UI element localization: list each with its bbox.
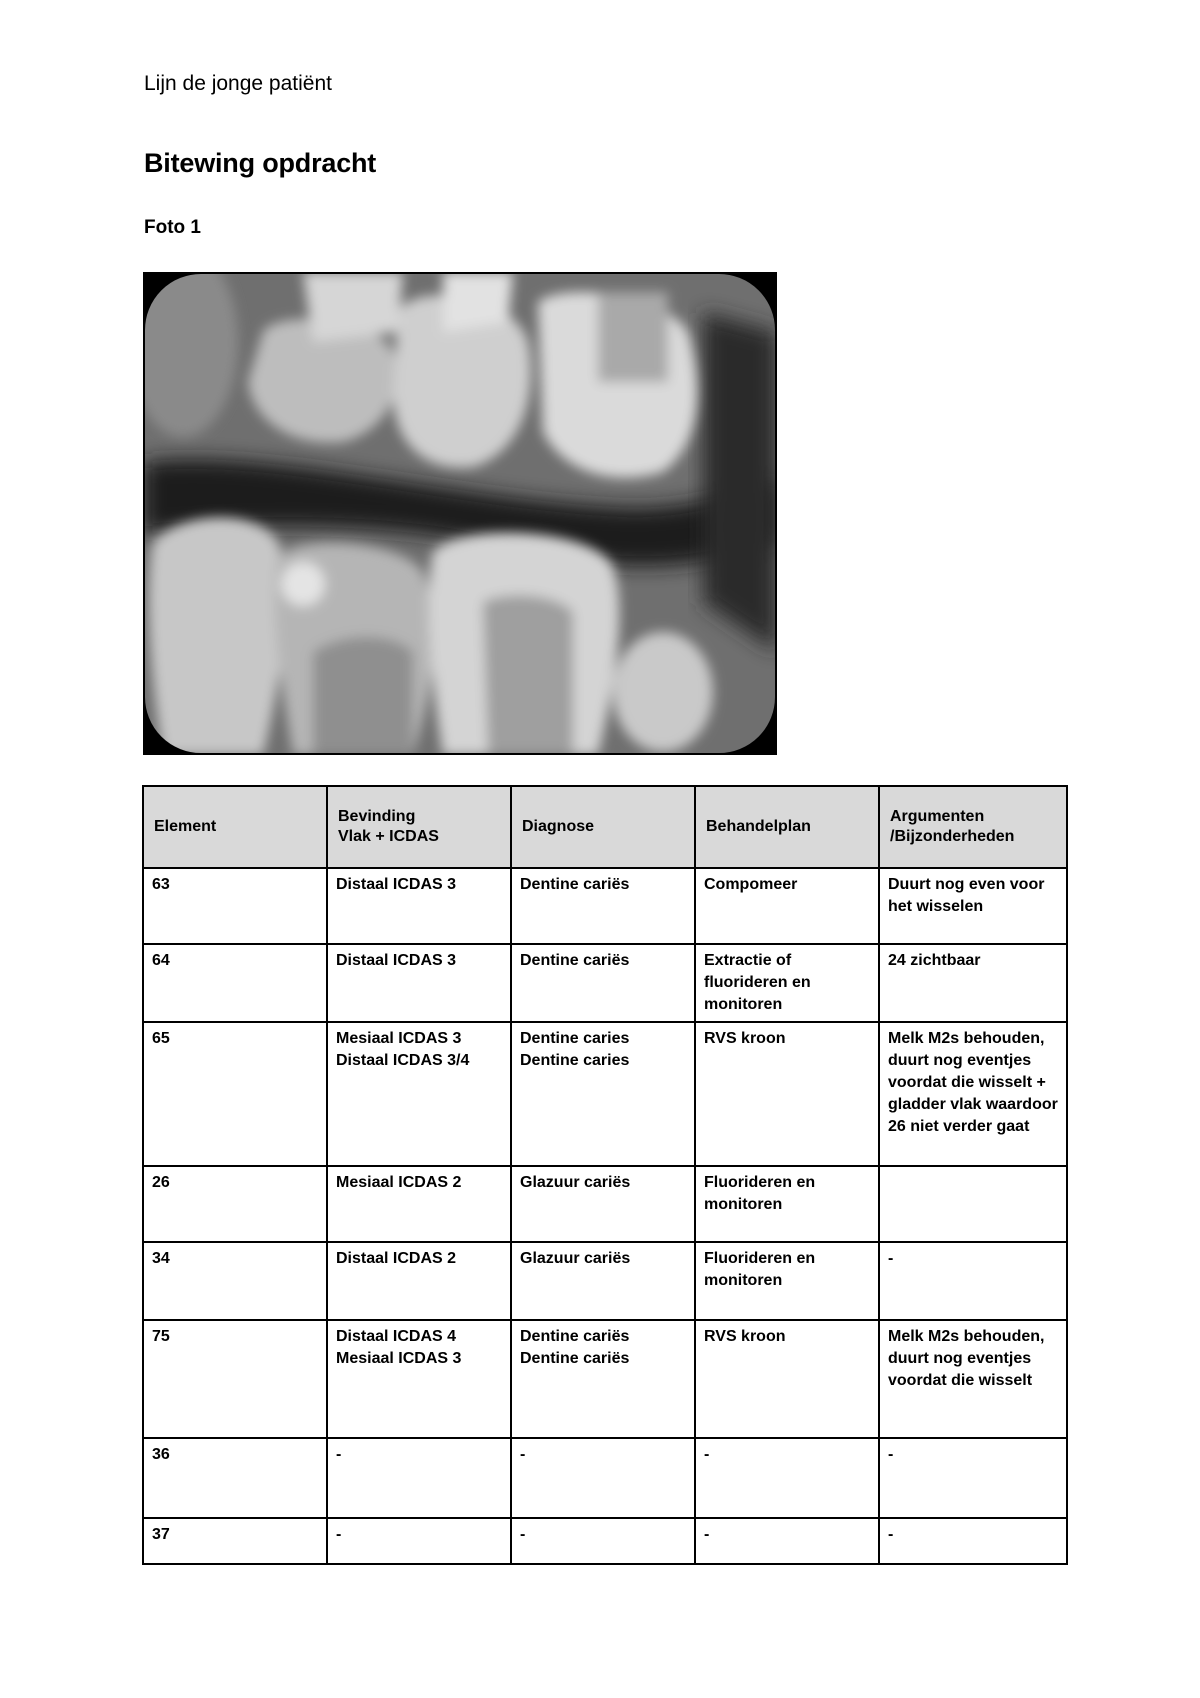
cell-text: duurt nog eventjes — [888, 1350, 1032, 1367]
cell-element — [143, 1438, 327, 1518]
findings-table — [142, 785, 1068, 1565]
cell-diagnose — [511, 1518, 695, 1564]
cell-text: Fluorideren en — [704, 1250, 816, 1267]
table-row — [143, 1518, 1067, 1564]
cell-behandelplan — [695, 1166, 879, 1242]
cell-text: - — [704, 1446, 710, 1463]
cell-text: 63 — [152, 876, 170, 893]
cell-argumenten — [879, 1022, 1067, 1166]
cell-text: - — [888, 1526, 894, 1543]
cell-text: RVS kroon — [704, 1030, 786, 1047]
cell-text: - — [520, 1526, 526, 1543]
cell-bevinding — [327, 1022, 511, 1166]
column-header-diagnose — [511, 786, 695, 868]
cell-text: Mesiaal ICDAS 3 — [336, 1350, 462, 1367]
cell-text: Mesiaal ICDAS 3 — [336, 1030, 462, 1047]
cell-argumenten — [879, 1320, 1067, 1438]
cell-text: - — [888, 1446, 894, 1463]
cell-element — [143, 1320, 327, 1438]
column-header-element — [143, 786, 327, 868]
cell-text: voordat die wisselt + — [888, 1074, 1046, 1091]
cell-text: - — [336, 1526, 342, 1543]
cell-argumenten — [879, 1518, 1067, 1564]
cell-text: Dentine caries — [520, 1052, 630, 1069]
cell-text: Distaal ICDAS 3 — [336, 876, 457, 893]
cell-text: Mesiaal ICDAS 2 — [336, 1174, 462, 1191]
column-header-text: Vlak + ICDAS — [338, 828, 439, 845]
cell-diagnose — [511, 1320, 695, 1438]
bitewing-xray-image — [143, 272, 777, 755]
cell-diagnose — [511, 1166, 695, 1242]
cell-text: duurt nog eventjes — [888, 1052, 1032, 1069]
cell-behandelplan — [695, 1438, 879, 1518]
cell-text: monitoren — [704, 996, 783, 1013]
cell-text: monitoren — [704, 1272, 783, 1289]
cell-text: - — [520, 1446, 526, 1463]
cell-text: 26 niet verder gaat — [888, 1118, 1030, 1135]
cell-behandelplan — [695, 1022, 879, 1166]
column-header-bevinding — [327, 786, 511, 868]
cell-argumenten — [879, 1438, 1067, 1518]
table-row — [143, 1166, 1067, 1242]
cell-bevinding — [327, 1320, 511, 1438]
cell-text: Glazuur cariës — [520, 1250, 631, 1267]
column-header-argumenten — [879, 786, 1067, 868]
cell-text: Compomeer — [704, 876, 798, 893]
cell-diagnose — [511, 868, 695, 944]
table-body — [143, 868, 1067, 1564]
cell-text: Dentine cariës — [520, 952, 630, 969]
table-row — [143, 868, 1067, 944]
cell-text: Dentine caries — [520, 1030, 630, 1047]
column-header-text: Argumenten — [890, 808, 985, 825]
cell-text: Fluorideren en — [704, 1174, 816, 1191]
cell-diagnose — [511, 1438, 695, 1518]
cell-text: Distaal ICDAS 4 — [336, 1328, 457, 1345]
photo-label: Foto 1 — [144, 217, 201, 238]
column-header-text: Element — [154, 818, 217, 835]
column-header-text: Diagnose — [522, 818, 595, 835]
cell-bevinding — [327, 1242, 511, 1320]
cell-text: Glazuur cariës — [520, 1174, 631, 1191]
cell-text: Dentine cariës — [520, 876, 630, 893]
cell-text: - — [336, 1446, 342, 1463]
cell-bevinding — [327, 1438, 511, 1518]
cell-text: 75 — [152, 1328, 170, 1345]
cell-element — [143, 1242, 327, 1320]
cell-text: 65 — [152, 1030, 170, 1047]
cell-text: 24 zichtbaar — [888, 952, 981, 969]
document-header: Lijn de jonge patiënt — [144, 72, 332, 95]
table-row — [143, 1242, 1067, 1320]
table-row — [143, 1320, 1067, 1438]
cell-bevinding — [327, 1166, 511, 1242]
column-header-text: /Bijzonderheden — [890, 828, 1015, 845]
cell-element — [143, 1518, 327, 1564]
cell-text: 36 — [152, 1446, 170, 1463]
table-row — [143, 1022, 1067, 1166]
cell-text: - — [704, 1526, 710, 1543]
cell-text: voordat die wisselt — [888, 1372, 1033, 1389]
cell-text: Dentine cariës — [520, 1328, 630, 1345]
cell-text: Extractie of — [704, 952, 792, 969]
cell-text: Distaal ICDAS 2 — [336, 1250, 457, 1267]
cell-behandelplan — [695, 1242, 879, 1320]
cell-argumenten — [879, 1242, 1067, 1320]
cell-argumenten — [879, 868, 1067, 944]
table-header-row — [143, 786, 1067, 868]
cell-text: Melk M2s behouden, — [888, 1030, 1045, 1047]
cell-behandelplan — [695, 868, 879, 944]
cell-text: Melk M2s behouden, — [888, 1328, 1045, 1345]
cell-element — [143, 868, 327, 944]
table-row — [143, 944, 1067, 1022]
cell-argumenten — [879, 944, 1067, 1022]
cell-text: Duurt nog even voor — [888, 876, 1045, 893]
cell-behandelplan — [695, 1518, 879, 1564]
column-header-text: Behandelplan — [706, 818, 811, 835]
cell-text: monitoren — [704, 1196, 783, 1213]
cell-text: fluorideren en — [704, 974, 811, 991]
cell-argumenten — [879, 1166, 1067, 1242]
column-header-text: Bevinding — [338, 808, 416, 825]
table-row — [143, 1438, 1067, 1518]
cell-element — [143, 1022, 327, 1166]
cell-behandelplan — [695, 1320, 879, 1438]
cell-diagnose — [511, 944, 695, 1022]
cell-bevinding — [327, 944, 511, 1022]
cell-text: Distaal ICDAS 3 — [336, 952, 457, 969]
cell-text: Distaal ICDAS 3/4 — [336, 1052, 470, 1069]
cell-text: - — [888, 1250, 894, 1267]
cell-text: RVS kroon — [704, 1328, 786, 1345]
cell-text: Dentine cariës — [520, 1350, 630, 1367]
cell-text: het wisselen — [888, 898, 984, 915]
cell-text: gladder vlak waardoor — [888, 1096, 1058, 1113]
cell-diagnose — [511, 1022, 695, 1166]
cell-element — [143, 944, 327, 1022]
cell-element — [143, 1166, 327, 1242]
cell-bevinding — [327, 1518, 511, 1564]
cell-text: 34 — [152, 1250, 170, 1267]
cell-behandelplan — [695, 944, 879, 1022]
cell-text: 64 — [152, 952, 170, 969]
column-header-behandelplan — [695, 786, 879, 868]
cell-bevinding — [327, 868, 511, 944]
cell-diagnose — [511, 1242, 695, 1320]
cell-text: 26 — [152, 1174, 170, 1191]
document-title: Bitewing opdracht — [144, 148, 377, 178]
cell-text: 37 — [152, 1526, 170, 1543]
